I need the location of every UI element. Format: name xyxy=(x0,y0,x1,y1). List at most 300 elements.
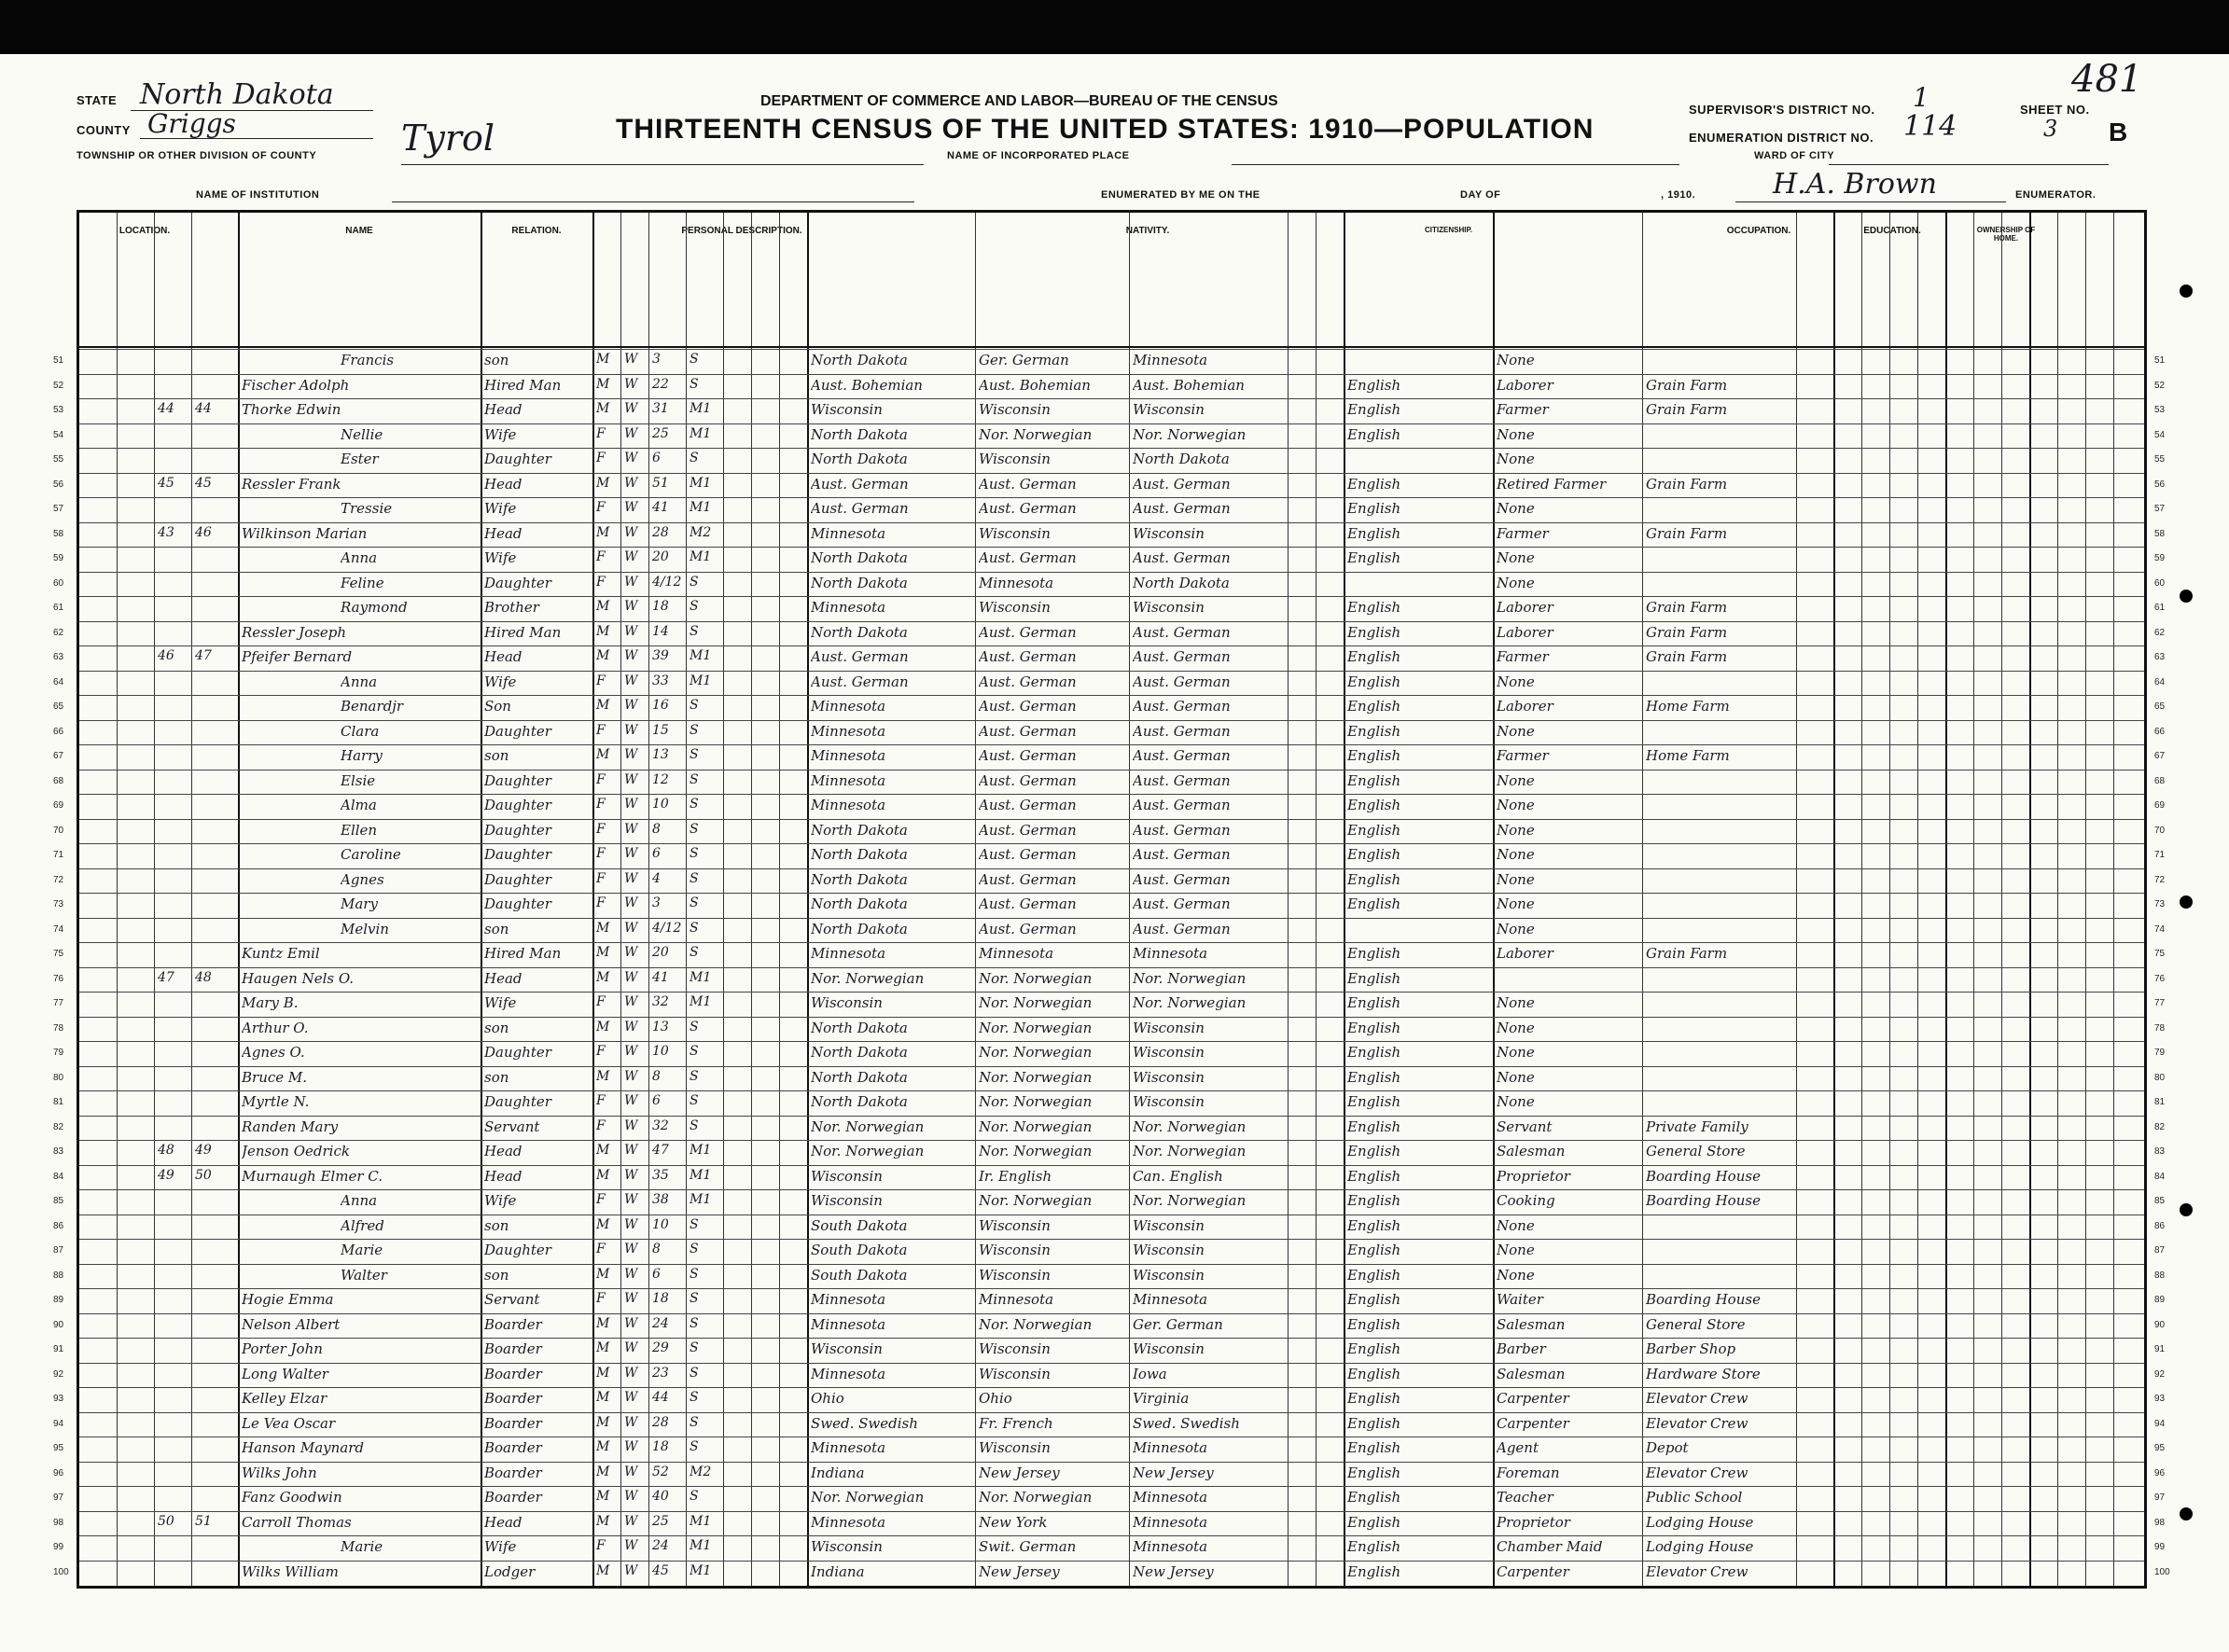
cell-mpob: Aust. German xyxy=(1133,895,1231,912)
line-number-right: 70 xyxy=(2154,825,2166,836)
cell-ms: S xyxy=(690,1291,699,1306)
cell-pob: North Dakota xyxy=(811,821,908,839)
cell-race: W xyxy=(624,673,638,688)
cell-mpob: New Jersey xyxy=(1133,1562,1214,1580)
cell-name: Myrtle N. xyxy=(242,1093,310,1110)
cell-occ: None xyxy=(1497,895,1535,912)
cell-sex: M xyxy=(596,1513,610,1529)
cell-pob: Wisconsin xyxy=(811,1538,883,1555)
cell-occ: Laborer xyxy=(1497,599,1553,616)
cell-age: 24 xyxy=(652,1538,669,1553)
cell-lang: English xyxy=(1347,1118,1401,1135)
cell-name: Wilkinson Marian xyxy=(242,524,368,542)
cell-age: 4/12 xyxy=(652,920,682,936)
cell-fpob: Wisconsin xyxy=(979,1439,1051,1456)
cell-pob: Minnesota xyxy=(811,1291,886,1308)
cell-pob: North Dakota xyxy=(811,895,908,912)
cell-mpob: Wisconsin xyxy=(1133,1044,1205,1061)
cell-rel: Son xyxy=(484,698,511,715)
cell-occ: Laborer xyxy=(1497,623,1553,641)
cell-mpob: Minnesota xyxy=(1133,1489,1208,1506)
cell-name: Walter xyxy=(341,1266,387,1284)
cell-occ: Farmer xyxy=(1497,401,1549,418)
line-number: 54 xyxy=(53,429,64,440)
cell-sex: F xyxy=(596,451,606,465)
line-number: 91 xyxy=(53,1344,64,1354)
census-table xyxy=(53,210,2170,1589)
cell-occ: Cooking xyxy=(1497,1192,1555,1209)
cell-rel: Daughter xyxy=(484,1242,551,1258)
cell-age: 14 xyxy=(652,623,669,639)
cell-ms: M2 xyxy=(690,1464,712,1479)
cell-rel: Daughter xyxy=(484,821,551,839)
cell-age: 16 xyxy=(652,698,669,713)
line-number: 59 xyxy=(53,553,64,563)
cell-rel: Lodger xyxy=(484,1562,536,1580)
cell-age: 29 xyxy=(652,1340,669,1355)
cell-fpob: Nor. Norwegian xyxy=(979,1315,1093,1333)
line-number: 94 xyxy=(53,1418,64,1429)
cell-name: Alma xyxy=(341,797,377,813)
cell-race: W xyxy=(624,1266,638,1282)
cell-fpob: Nor. Norwegian xyxy=(979,1068,1093,1086)
line-number: 62 xyxy=(53,627,64,638)
cell-name: Ressler Frank xyxy=(242,475,341,493)
cell-ms: S xyxy=(690,722,699,738)
cell-mpob: Aust. German xyxy=(1133,698,1231,715)
cell-fpob: Aust. German xyxy=(979,698,1077,715)
cell-rel: Head xyxy=(484,1167,522,1185)
cell-lang: English xyxy=(1347,698,1401,715)
cell-age: 6 xyxy=(652,1093,661,1108)
cell-name: Long Walter xyxy=(242,1365,328,1382)
cell-mpob: Aust. German xyxy=(1133,870,1231,888)
cell-age: 10 xyxy=(652,1044,669,1059)
table-row xyxy=(53,1264,2166,1290)
cell-age: 6 xyxy=(652,846,661,861)
cell-lang: English xyxy=(1347,1315,1401,1333)
line-number-right: 86 xyxy=(2154,1220,2166,1231)
cell-ms: S xyxy=(690,846,699,861)
cell-fam: 51 xyxy=(195,1513,212,1529)
cell-race: W xyxy=(624,1464,638,1479)
cell-ms: S xyxy=(690,1216,699,1232)
line-number-right: 87 xyxy=(2154,1245,2166,1256)
cell-ms: S xyxy=(690,1439,699,1454)
cell-mpob: North Dakota xyxy=(1133,574,1230,591)
cell-pob: Minnesota xyxy=(811,747,886,764)
cell-ms: S xyxy=(690,1118,699,1133)
cell-ms: M1 xyxy=(690,1167,712,1183)
line-number: 55 xyxy=(53,454,64,465)
cell-lang: English xyxy=(1347,1044,1401,1061)
cell-ind: Home Farm xyxy=(1646,747,1730,764)
cell-race: W xyxy=(624,1192,638,1207)
cell-lang: English xyxy=(1347,1068,1401,1086)
cell-ms: S xyxy=(690,698,699,713)
line-number-right: 82 xyxy=(2154,1121,2166,1132)
cell-dw: 48 xyxy=(158,1143,174,1158)
cell-race: W xyxy=(624,623,638,639)
cell-occ: None xyxy=(1497,1019,1535,1036)
cell-fam: 44 xyxy=(195,401,212,416)
cell-mpob: Minnesota xyxy=(1133,1538,1208,1555)
line-number-right: 60 xyxy=(2154,577,2166,589)
cell-rel: Hired Man xyxy=(484,623,562,641)
cell-pob: Wisconsin xyxy=(811,994,883,1011)
cell-age: 10 xyxy=(652,797,669,812)
table-row xyxy=(53,1239,2166,1265)
line-number-right: 80 xyxy=(2154,1072,2166,1083)
cell-mpob: Aust. German xyxy=(1133,475,1231,493)
cell-age: 3 xyxy=(652,895,661,910)
cell-race: W xyxy=(624,1390,638,1405)
cell-occ: Agent xyxy=(1497,1439,1539,1456)
cell-name: Raymond xyxy=(341,599,408,616)
cell-rel: Daughter xyxy=(484,846,551,863)
cell-age: 13 xyxy=(652,747,669,762)
cell-name: Hanson Maynard xyxy=(242,1439,364,1456)
cell-mpob: Swed. Swedish xyxy=(1133,1414,1240,1432)
line-number-right: 62 xyxy=(2154,627,2166,638)
cell-pob: Aust. German xyxy=(811,475,909,493)
cell-occ: None xyxy=(1497,821,1535,839)
cell-fpob: Aust. German xyxy=(979,475,1077,493)
table-row xyxy=(53,1066,2166,1092)
cell-rel: Boarder xyxy=(484,1414,542,1432)
cell-age: 8 xyxy=(652,821,661,837)
institution-underline xyxy=(392,201,914,202)
cell-occ: Servant xyxy=(1497,1118,1553,1135)
line-number-right: 74 xyxy=(2154,923,2166,935)
cell-race: W xyxy=(624,352,638,367)
cell-mpob: Minnesota xyxy=(1133,1291,1208,1308)
cell-lang: English xyxy=(1347,1464,1401,1481)
cell-name: Ellen xyxy=(341,821,378,839)
cell-pob: Nor. Norwegian xyxy=(811,1489,925,1506)
punch-hole xyxy=(2180,895,2193,909)
cell-occ: Barber xyxy=(1497,1340,1546,1357)
cell-fam: 48 xyxy=(195,969,212,985)
cell-race: W xyxy=(624,969,638,985)
cell-ind: Elevator Crew xyxy=(1646,1562,1748,1580)
cell-pob: North Dakota xyxy=(811,574,908,591)
line-number: 70 xyxy=(53,825,64,836)
cell-pob: North Dakota xyxy=(811,425,908,443)
table-row xyxy=(53,843,2166,869)
line-number-right: 64 xyxy=(2154,676,2166,687)
cell-pob: Minnesota xyxy=(811,524,886,542)
cell-age: 8 xyxy=(652,1068,661,1084)
cell-ms: M1 xyxy=(690,475,712,491)
cell-pob: North Dakota xyxy=(811,1093,908,1110)
cell-sex: F xyxy=(596,895,606,910)
cell-name: Elsie xyxy=(341,771,376,789)
cell-race: W xyxy=(624,1019,638,1034)
line-number: 53 xyxy=(53,405,64,415)
cell-occ: Carpenter xyxy=(1497,1562,1569,1580)
cell-fpob: Nor. Norwegian xyxy=(979,1143,1093,1159)
cell-mpob: Can. English xyxy=(1133,1167,1223,1185)
table-row xyxy=(53,473,2166,499)
cell-lang: English xyxy=(1347,1562,1401,1580)
cell-lang: English xyxy=(1347,1266,1401,1284)
cell-ind: Lodging House xyxy=(1646,1513,1754,1531)
cell-lang: English xyxy=(1347,673,1401,690)
line-number-right: 83 xyxy=(2154,1146,2166,1157)
cell-age: 52 xyxy=(652,1464,669,1479)
table-row xyxy=(53,671,2166,697)
cell-ms: M1 xyxy=(690,1538,712,1553)
cell-name: Marie xyxy=(341,1538,383,1555)
cell-rel: Servant xyxy=(484,1291,540,1308)
cell-rel: Hired Man xyxy=(484,945,562,962)
punch-hole xyxy=(2180,590,2193,603)
cell-name: Kuntz Emil xyxy=(242,945,320,962)
cell-name: Ressler Joseph xyxy=(242,623,347,641)
line-number-right: 73 xyxy=(2154,899,2166,909)
cell-rel: Boarder xyxy=(484,1315,542,1333)
cell-name: Bruce M. xyxy=(242,1068,308,1086)
cell-lang: English xyxy=(1347,1093,1401,1110)
line-number-right: 69 xyxy=(2154,800,2166,811)
cell-sex: M xyxy=(596,1216,610,1232)
cell-occ: Farmer xyxy=(1497,648,1549,665)
table-row xyxy=(53,770,2166,796)
cell-race: W xyxy=(624,475,638,491)
cell-rel: son xyxy=(484,1068,509,1086)
enumerator-label: ENUMERATOR. xyxy=(2015,189,2097,201)
cell-rel: son xyxy=(484,1019,509,1036)
cell-ms: S xyxy=(690,1489,699,1504)
cell-lang: English xyxy=(1347,648,1401,665)
cell-pob: Wisconsin xyxy=(811,1167,883,1185)
cell-dw: 46 xyxy=(158,648,174,663)
cell-lang: English xyxy=(1347,524,1401,542)
cell-mpob: Wisconsin xyxy=(1133,1216,1205,1234)
cell-mpob: Virginia xyxy=(1133,1390,1190,1407)
cell-lang: English xyxy=(1347,797,1401,813)
cell-dw: 47 xyxy=(158,969,174,985)
cell-occ: None xyxy=(1497,673,1535,690)
day-label: DAY OF xyxy=(1460,189,1501,201)
cell-lang: English xyxy=(1347,425,1401,443)
cell-fpob: Ger. German xyxy=(979,352,1069,368)
cell-race: W xyxy=(624,451,638,465)
cell-name: Tressie xyxy=(341,500,393,517)
cell-race: W xyxy=(624,1068,638,1084)
cell-occ: None xyxy=(1497,1044,1535,1061)
cell-ind: Public School xyxy=(1646,1489,1743,1506)
cell-mpob: Aust. German xyxy=(1133,771,1231,789)
cell-lang: English xyxy=(1347,722,1401,740)
cell-race: W xyxy=(624,549,638,564)
cell-race: W xyxy=(624,1167,638,1183)
cell-race: W xyxy=(624,771,638,787)
cell-rel: Daughter xyxy=(484,895,551,912)
line-number-right: 76 xyxy=(2154,973,2166,984)
cell-pob: Aust. German xyxy=(811,648,909,665)
line-number: 77 xyxy=(53,998,64,1008)
cell-mpob: Aust. German xyxy=(1133,500,1231,517)
cell-lang: English xyxy=(1347,1489,1401,1506)
table-row xyxy=(53,942,2166,968)
line-number-right: 71 xyxy=(2154,850,2166,860)
line-number: 65 xyxy=(53,701,64,712)
line-number: 66 xyxy=(53,726,64,737)
cell-name: Pfeifer Bernard xyxy=(242,648,353,665)
cell-ms: S xyxy=(690,747,699,762)
cell-name: Randen Mary xyxy=(242,1118,339,1135)
cell-race: W xyxy=(624,1216,638,1232)
cell-fpob: Wisconsin xyxy=(979,524,1051,542)
cell-name: Nellie xyxy=(341,425,383,443)
line-number: 92 xyxy=(53,1368,64,1380)
cell-fpob: Aust. German xyxy=(979,648,1077,665)
cell-occ: None xyxy=(1497,425,1535,443)
cell-mpob: Nor. Norwegian xyxy=(1133,1143,1247,1159)
cell-fpob: Minnesota xyxy=(979,945,1054,962)
cell-age: 38 xyxy=(652,1192,669,1207)
cell-race: W xyxy=(624,920,638,936)
cell-ind: Home Farm xyxy=(1646,698,1730,715)
cell-occ: None xyxy=(1497,352,1535,368)
line-number-right: 85 xyxy=(2154,1196,2166,1206)
line-number: 83 xyxy=(53,1146,64,1157)
cell-lang: English xyxy=(1347,599,1401,616)
cell-occ: Farmer xyxy=(1497,747,1549,764)
line-number-right: 57 xyxy=(2154,504,2166,514)
cell-pob: Aust. German xyxy=(811,500,909,517)
cell-fpob: Aust. German xyxy=(979,623,1077,641)
cell-race: W xyxy=(624,1562,638,1578)
cell-pob: North Dakota xyxy=(811,870,908,888)
cell-race: W xyxy=(624,870,638,886)
table-row xyxy=(53,893,2166,919)
table-row xyxy=(53,1215,2166,1241)
cell-fpob: Aust. German xyxy=(979,747,1077,764)
cell-occ: None xyxy=(1497,846,1535,863)
table-row xyxy=(53,349,2166,375)
cell-sex: M xyxy=(596,1340,610,1355)
cell-sex: F xyxy=(596,1242,606,1256)
cell-race: W xyxy=(624,574,638,590)
cell-fpob: Ir. English xyxy=(979,1167,1052,1185)
cell-race: W xyxy=(624,599,638,614)
cell-occ: Carpenter xyxy=(1497,1414,1569,1432)
cell-fpob: Minnesota xyxy=(979,1291,1054,1308)
cell-age: 39 xyxy=(652,648,669,663)
line-number: 71 xyxy=(53,850,64,860)
line-number-right: 52 xyxy=(2154,380,2166,391)
line-number: 57 xyxy=(53,504,64,514)
cell-pob: Minnesota xyxy=(811,1365,886,1382)
cell-sex: M xyxy=(596,648,610,663)
cell-name: Hogie Emma xyxy=(242,1291,334,1308)
cell-lang: English xyxy=(1347,821,1401,839)
cell-occ: None xyxy=(1497,1068,1535,1086)
cell-occ: None xyxy=(1497,549,1535,566)
cell-fam: 47 xyxy=(195,648,212,663)
cell-mpob: Ger. German xyxy=(1133,1315,1223,1333)
cell-ind: Grain Farm xyxy=(1646,376,1728,394)
census-title: THIRTEENTH CENSUS OF THE UNITED STATES: 1910—POPULATION xyxy=(616,114,1595,145)
cell-rel: Daughter xyxy=(484,771,551,789)
cell-mpob: Aust. German xyxy=(1133,846,1231,863)
line-number-right: 97 xyxy=(2154,1492,2166,1503)
cell-ms: S xyxy=(690,1365,699,1381)
cell-pob: Minnesota xyxy=(811,1315,886,1333)
cell-age: 41 xyxy=(652,500,669,515)
cell-lang: English xyxy=(1347,1439,1401,1456)
cell-age: 33 xyxy=(652,673,669,688)
cell-fpob: Fr. French xyxy=(979,1414,1053,1432)
cell-ms: M1 xyxy=(690,994,712,1009)
cell-pob: Wisconsin xyxy=(811,1192,883,1209)
cell-race: W xyxy=(624,747,638,762)
cell-sex: M xyxy=(596,524,610,540)
cell-name: Melvin xyxy=(341,920,389,937)
cell-rel: Boarder xyxy=(484,1489,542,1506)
table-row xyxy=(53,1140,2166,1166)
ward-underline xyxy=(1829,164,2109,165)
line-number: 90 xyxy=(53,1319,64,1330)
line-number: 67 xyxy=(53,751,64,761)
cell-occ: Laborer xyxy=(1497,945,1553,962)
township-label: TOWNSHIP OR OTHER DIVISION OF COUNTY xyxy=(77,150,317,161)
cell-sex: F xyxy=(596,1538,606,1553)
cell-ind: Hardware Store xyxy=(1646,1365,1761,1382)
cell-ms: M1 xyxy=(690,1513,712,1529)
cell-ms: S xyxy=(690,1414,699,1430)
header-rule xyxy=(79,346,2144,348)
cell-age: 28 xyxy=(652,524,669,540)
cell-fpob: Wisconsin xyxy=(979,1216,1051,1234)
cell-age: 3 xyxy=(652,352,661,367)
cell-race: W xyxy=(624,1340,638,1355)
cell-ind: Grain Farm xyxy=(1646,475,1728,493)
cell-mpob: Wisconsin xyxy=(1133,1093,1205,1110)
cell-age: 31 xyxy=(652,401,669,416)
cell-fpob: Aust. German xyxy=(979,500,1077,517)
cell-occ: Salesman xyxy=(1497,1315,1566,1333)
table-row xyxy=(53,794,2166,820)
table-row xyxy=(53,1288,2166,1314)
cell-sex: F xyxy=(596,1291,606,1306)
cell-occ: None xyxy=(1497,797,1535,813)
line-number-right: 92 xyxy=(2154,1368,2166,1380)
cell-race: W xyxy=(624,648,638,663)
cell-pob: Minnesota xyxy=(811,945,886,962)
cell-mpob: Aust. German xyxy=(1133,722,1231,740)
cell-fam: 45 xyxy=(195,475,212,491)
institution-label: NAME OF INSTITUTION xyxy=(196,189,320,201)
cell-rel: Boarder xyxy=(484,1439,542,1456)
cell-mpob: Aust. German xyxy=(1133,673,1231,690)
cell-race: W xyxy=(624,1489,638,1504)
cell-rel: Head xyxy=(484,401,522,418)
cell-occ: Chamber Maid xyxy=(1497,1538,1603,1555)
cell-race: W xyxy=(624,821,638,837)
cell-rel: Head xyxy=(484,1513,522,1531)
line-number: 97 xyxy=(53,1492,64,1503)
cell-pob: North Dakota xyxy=(811,352,908,368)
cell-mpob: Minnesota xyxy=(1133,352,1208,368)
cell-fpob: Aust. German xyxy=(979,821,1077,839)
cell-ms: S xyxy=(690,451,699,465)
cell-race: W xyxy=(624,797,638,812)
cell-sex: F xyxy=(596,673,606,688)
